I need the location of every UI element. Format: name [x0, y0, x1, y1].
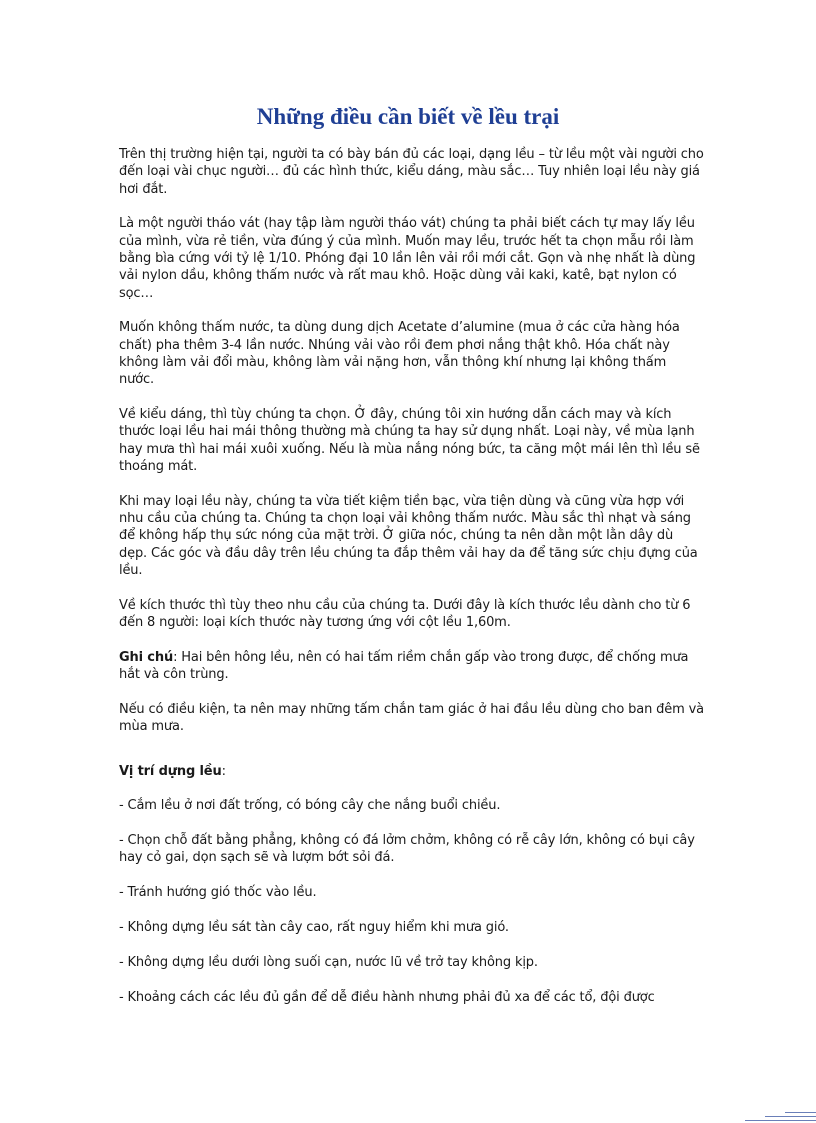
list-item: - Không dựng lều dưới lòng suối cạn, nước lũ về trở tay không kịp. [119, 954, 538, 970]
paragraph-diy: Là một người tháo vát (hay tập làm người tháo vát) chúng ta phải biết cách tự may lấy lều của mình, vừa rẻ tiền, vừa đúng ý của mình. Muốn may lều, trước hết ta chọn mẫu rồi làm bằng bìa cứng với tỷ lệ 1/10. Phóng đại 10 lần lên vải rồi mới cắt. Gọn và nhẹ nhất là dùng vải nylon dầu, không thấm nước và rất mau khô. Hoặc dùng vải kaki, katê, bạt nylon có sọc… [119, 216, 696, 301]
page-title: Những điều cần biết về lều trại [256, 104, 560, 129]
paragraph-waterproof: Muốn không thấm nước, ta dùng dung dịch Acetate d’alumine (mua ở các cửa hàng hóa chất) pha thêm 3-4 lần nước. Nhúng vải vào rồi đem phơi nắng thật khô. Hóa chất này không làm vải đổi màu, không làm vải nặng hơn, vẫn thông khí nhưng lại không thấm nước. [119, 320, 680, 388]
section-heading-text: Vị trí dựng lều [119, 763, 222, 779]
list-item: - Chọn chỗ đất bằng phẳng, không có đá lởm chởm, không có rễ cây lớn, không có bụi cây hay cỏ gai, dọn sạch sẽ và lượm bớt sỏi đá. [119, 833, 695, 866]
list-item: - Tránh hướng gió thốc vào lều. [119, 885, 317, 901]
paragraph-size: Về kích thước thì tùy theo nhu cầu của chúng ta. Dưới đây là kích thước lều dành cho từ 6 đến 8 người: loại kích thước này tương ứng với cột lều 1,60m. [119, 597, 691, 631]
section-heading [119, 763, 704, 780]
corner-rule-lines [735, 1110, 816, 1123]
note-text: : Hai bên hông lều, nên có hai tấm riềm chắn gấp vào trong được, để chống mưa hắt và côn trùng. [119, 649, 689, 683]
paragraph-market: Trên thị trường hiện tại, người ta có bày bán đủ các loại, dạng lều – từ lều một vài người cho đến loại vài chục người… đủ các hình thức, kiểu dáng, màu sắc… Tuy nhiên loại lều này giá hơi đắt. [119, 147, 704, 197]
note-label: Ghi chú [119, 649, 174, 665]
section-heading-suffix: : [221, 763, 226, 779]
list-item: - Khoảng cách các lều đủ gần để dễ điều hành nhưng phải đủ xa để các tổ, đội được [119, 989, 655, 1005]
paragraph-style: Về kiểu dáng, thì tùy chúng ta chọn. Ở đây, chúng tôi xin hướng dẫn cách may và kích thước loại lều hai mái thông thường mà chúng ta hay sử dụng nhất. Loại này, về mùa lạnh hay mưa thì hai mái xuôi xuống. Nếu là mùa nắng nóng bức, ta căng một mái lên thì lều sẽ thoáng mát. [119, 407, 700, 474]
paragraph-sewing: Khi may loại lều này, chúng ta vừa tiết kiệm tiền bạc, vừa tiện dùng và cũng vừa hợp với nhu cầu của chúng ta. Chúng ta chọn loại vải không thấm nước. Màu sắc thì nhạt và sáng để không hấp thụ sức nóng của mặt trời. Ở giữa nóc, chúng ta nên dằn một lằn dây dù dẹp. Các góc và đầu dây trên lều chúng ta đắp thêm vải hay da để tăng sức chịu đựng của lều. [119, 493, 698, 578]
document-body [119, 146, 704, 1023]
rule-line [785, 1112, 816, 1113]
list-item: - Không dựng lều sát tàn cây cao, rất nguy hiểm khi mưa gió. [119, 920, 509, 935]
paragraph-triangles: Nếu có điều kiện, ta nên may những tấm chắn tam giác ở hai đầu lều dùng cho ban đêm và mùa mưa. [119, 701, 704, 735]
rule-line [745, 1120, 816, 1121]
list-item: - Cắm lều ở nơi đất trống, có bóng cây che nắng buổi chiều. [119, 798, 501, 814]
rule-line [765, 1116, 816, 1117]
note-paragraph [119, 649, 704, 684]
